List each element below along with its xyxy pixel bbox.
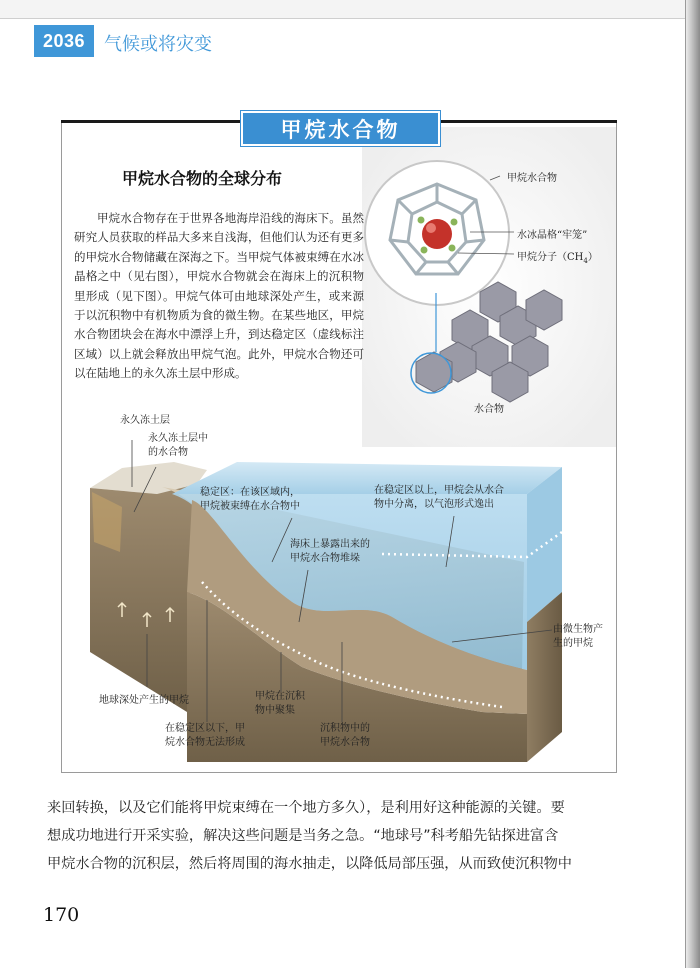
lattice-cage-icon xyxy=(366,162,508,304)
chapter-number-tab: 2036 xyxy=(34,25,94,57)
label-methane-text: 甲烷分子（CH xyxy=(517,252,584,263)
label-permafrost-hydrate-2: 的水合物 xyxy=(148,447,188,458)
molecule-lattice-circle xyxy=(364,160,510,306)
label-sediment-1: 沉积物中的 xyxy=(320,723,370,734)
page-top-edge xyxy=(0,0,700,19)
body-paragraph: 甲烷水合物存在于世界各地海岸沿线的海床下。虽然研究人员获取的样品大多来自浅海，但他们认为还有更多的甲烷水合物储藏在深海之下。当甲烷气体被束缚在水冰晶格之中（见右图），甲烷水合物就会在海床上的沉积物里形成（见下图）。甲烷气体可由地球深处产生，或来源于以沉积物中有机物质为食的微生物。在某些地区，甲烷水合物团块会在海水中漂浮上升，到达稳定区（虚线标注区域）以上就会释放出甲烷气泡。此外，甲烷水合物还可以在陆地上的永久冻土层中形成。 xyxy=(74,211,364,381)
label-stable-zone-2: 甲烷被束缚在水合物中 xyxy=(200,501,300,512)
sediment-right xyxy=(527,592,562,762)
label-accumulate-2: 物中聚集 xyxy=(255,705,295,716)
label-methane-subscript: 4 xyxy=(583,257,588,265)
label-permafrost-hydrate-1: 永久冻土层中 xyxy=(148,433,208,444)
chapter-title: 气候或将灾变 xyxy=(104,34,212,55)
label-microbial-2: 生的甲烷 xyxy=(553,638,593,649)
label-deep-earth: 地球深处产生的甲烷 xyxy=(99,695,189,706)
body-line-3: 甲烷水合物的沉积层，然后将周围的海水抽走，以降低局部压强，从而致使沉积物中 xyxy=(47,856,572,872)
page-number: 170 xyxy=(43,904,80,926)
label-methane-molecule xyxy=(517,248,598,265)
body-line-2: 想成功地进行开采实验，解决这些问题是当务之急。“地球号”科考船先钻探进富含 xyxy=(47,828,559,844)
label-hydrate-cluster: 水合物 xyxy=(474,404,504,415)
label-above-zone-1: 在稳定区以上，甲烷会从水合 xyxy=(374,485,504,496)
label-sediment-2: 甲烷水合物 xyxy=(320,737,370,748)
section-banner: 甲烷水合物 xyxy=(241,111,440,146)
label-microbial-1: 由微生物产 xyxy=(553,624,603,635)
body-line-1: 来回转换，以及它们能将甲烷束缚在一个地方多久），是利用好这种能源的关键。要 xyxy=(47,800,565,816)
label-ice-cage: 水冰晶格“牢笼” xyxy=(517,230,588,241)
label-stable-zone-1: 稳定区：在该区域内， xyxy=(200,487,300,498)
label-exposed-2: 甲烷水合物堆垛 xyxy=(290,553,360,564)
page-right-edge xyxy=(686,0,700,968)
label-permafrost: 永久冻土层 xyxy=(120,415,170,426)
label-methane-close: ） xyxy=(587,252,598,263)
label-below-zone-1: 在稳定区以下，甲 xyxy=(165,723,245,734)
label-accumulate-1: 甲烷在沉积 xyxy=(255,691,305,702)
label-below-zone-2: 烷水合物无法形成 xyxy=(165,737,245,748)
label-methane-hydrate: 甲烷水合物 xyxy=(507,173,557,184)
label-exposed-1: 海床上暴露出来的 xyxy=(290,539,370,550)
label-above-zone-2: 物中分离，以气泡形式逸出 xyxy=(374,499,494,510)
section-title: 甲烷水合物的全球分布 xyxy=(122,169,283,188)
